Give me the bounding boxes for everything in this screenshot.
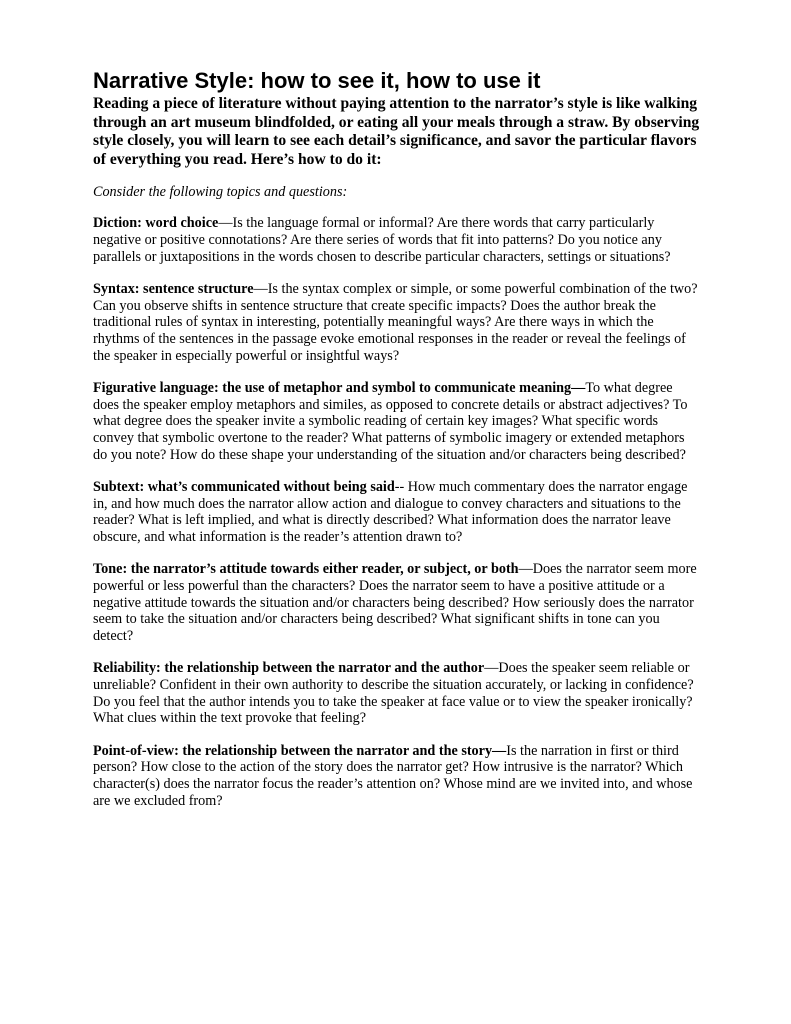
topic-subtext [93, 479, 701, 545]
topic-reliability [93, 660, 701, 726]
topic-heading: Syntax: sentence structure [93, 281, 254, 298]
topic-syntax [93, 281, 701, 364]
topic-body: Is the narration in first or third person? How close to the action of the story does the narrator get? How intrusive is the narrator? Which character(s) does the narrator focus the reader’s attention on? Whose mind are we invited into, and whose are we excluded from? [93, 742, 693, 809]
topic-figurative-language [93, 380, 701, 463]
topic-body: To what degree does the speaker employ metaphors and similes, as opposed to concrete details or abstract adjectives? To what degree does the speaker invite a symbolic reading of certain key images? What specific words convey that symbolic overtone to the reader? What patterns of symbolic imagery or extended metaphors do you note? How do these shape your understanding of the situation and/or characters being described? [93, 380, 688, 463]
topic-body: -- How much commentary does the narrator engage in, and how much does the narrator allow action and dialogue to convey characters and situations to the reader? What is left implied, and what is directly described? What information does the narrator leave obscure, and what information is the reader’s attention drawn to? [93, 479, 688, 545]
topic-body: —Is the syntax complex or simple, or some powerful combination of the two? Can you observe shifts in sentence structure that create specific impacts? Does the author break the traditional rules of syntax in interesting, potentially meaningful ways? Are there ways in which the rhythms of the sentences in the passage evoke emotional responses in the reader or reveal the feelings of the speaker in especially powerful or insightful ways? [93, 281, 698, 364]
topic-heading: Reliability: the relationship between the narrator and the author [93, 660, 485, 677]
topic-body: —Does the narrator seem more powerful or less powerful than the characters? Does the narrator seem to have a positive attitude or a negative attitude towards the situation and/or characters being described? How seriously does the narrator seem to take the situation and/or characters being described? What significant shifts in tone can you detect? [93, 561, 697, 644]
intro-paragraph: Reading a piece of literature without paying attention to the narrator’s style is like walking through an art museum blindfolded, or eating all your meals through a straw. By observing style closely, you will learn to see each detail’s significance, and savor the particular flavors of everything you read. Here’s how to do it: [93, 95, 700, 168]
topic-heading: Figurative language: the use of metaphor and symbol to communicate meaning— [93, 380, 586, 397]
topic-heading: Subtext: what’s communicated without being said [93, 479, 395, 496]
instruction-text: Consider the following topics and questions: [93, 184, 348, 201]
document-title: Narrative Style: how to see it, how to use it [93, 68, 541, 93]
topic-heading: Point-of-view: the relationship between the narrator and the story— [93, 742, 507, 759]
topic-body: —Is the language formal or informal? Are there words that carry particularly negative or positive connotations? Are there series of words that fit into patterns? Do you notice any parallels or juxtapositions in the words chosen to describe particular characters, settings or situations? [93, 215, 671, 265]
topic-heading: Diction: word choice [93, 215, 219, 232]
topic-body: —Does the speaker seem reliable or unreliable? Confident in their own authority to describe the situation accurately, or lacking in confidence? Do you feel that the author intends you to take the speaker at face value or to view the speaker ironically? What clues within the text provoke that feeling? [93, 660, 694, 727]
topic-tone [93, 561, 701, 644]
topic-point-of-view [93, 743, 701, 809]
topic-heading: Tone: the narrator’s attitude towards either reader, or subject, or both [93, 561, 519, 578]
topic-diction [93, 215, 701, 265]
